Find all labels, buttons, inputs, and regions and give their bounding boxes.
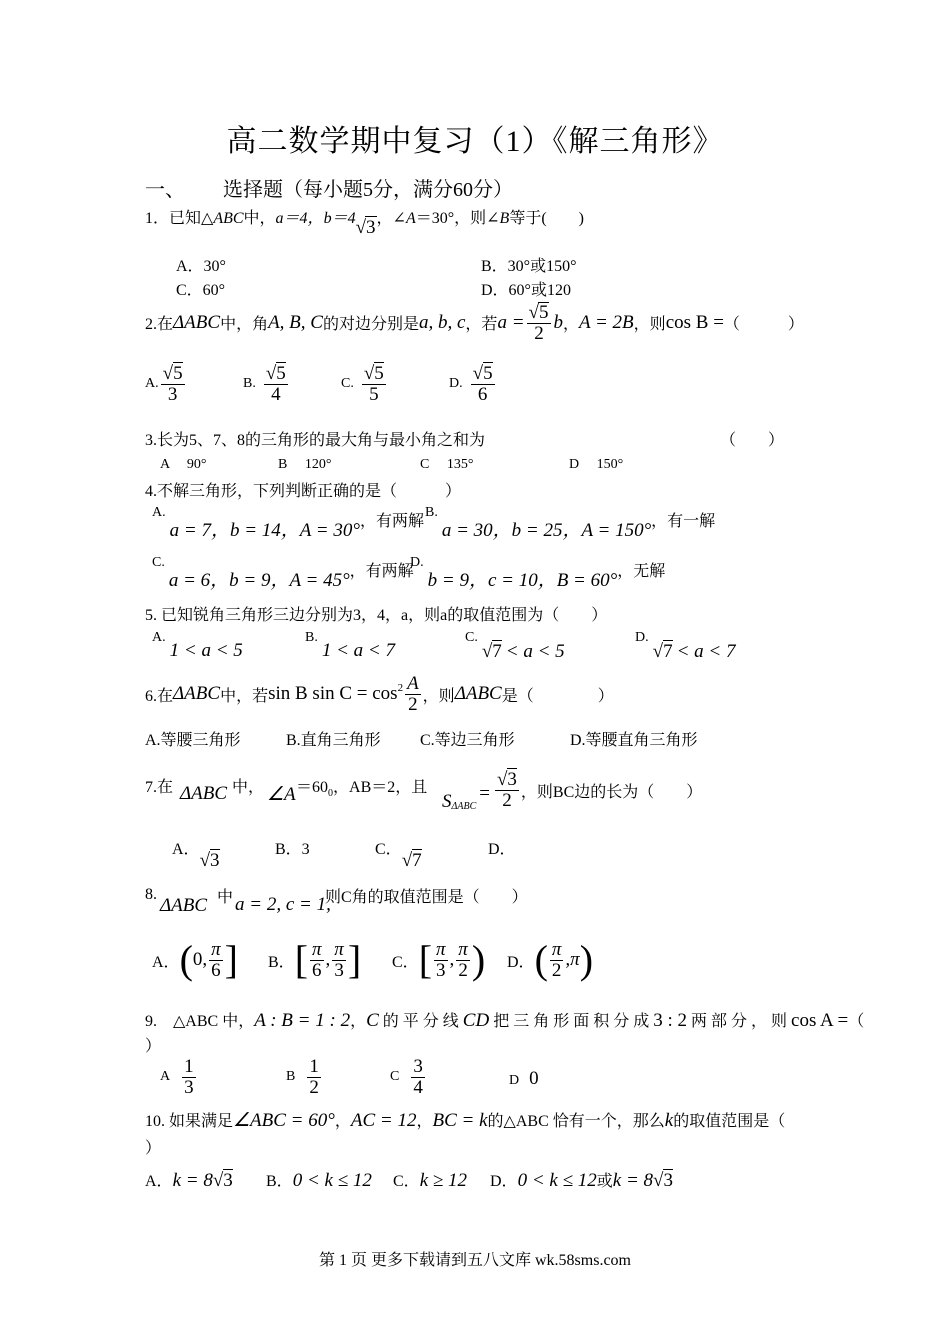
q10-option-c[interactable]: C．k ≥ 12 <box>393 1170 468 1191</box>
q8-option-d[interactable]: D． ( $\frac{\pi}{2}$ ,π ) <box>507 937 594 983</box>
q2-option-a[interactable]: A. $\frac{√5}{3}$ <box>145 363 183 405</box>
q7-option-d: D． <box>488 841 516 858</box>
q10-option-a[interactable]: A．k = 8√3 <box>145 1170 233 1191</box>
question-7-area: S $_{\Delta ABC}$ = $\frac{√3}{2}$ ，则BC边的长为（ ） <box>442 769 703 813</box>
q10-option-b[interactable]: B．0 < k ≤ 12 <box>266 1170 372 1191</box>
q6-option-b[interactable]: B.直角三角形 <box>286 732 381 749</box>
q9-option-d[interactable]: D 0 <box>509 1068 539 1089</box>
question-8-triangle: ΔABC <box>160 895 208 916</box>
q6-option-a[interactable]: A.等腰三角形 <box>145 732 241 749</box>
question-9-stem: 9. △ABC 中，A : B = 1 : 2，C 的 平 分 线 CD 把 三 角 形 面 积 分 成 3 : 2 两 部 分 ， 则 cos A =（ <box>145 1010 865 1031</box>
q9-option-c[interactable]: C $\frac{3}{4}$ <box>390 1056 423 1098</box>
question-7-angle-value: $=60_0$，AB＝2，且 <box>296 779 428 800</box>
question-7-angle: ∠A <box>267 784 296 805</box>
section-number: 一、 <box>145 179 185 201</box>
q6-option-c[interactable]: C.等边三角形 <box>420 732 515 749</box>
q8-option-b[interactable]: B． [ $\frac{\pi}{6}$ , $\frac{\pi}{3}$ ] <box>268 937 362 983</box>
question-10-stem: 10. 如果满足∠ABC = 60°，AC = 12，BC = k的△ABC 恰有一个，那么k的取值范围是（ <box>145 1110 786 1131</box>
q5-option-b[interactable]: B. 1 < a < 7 <box>305 630 395 661</box>
page-footer: 第 1 页 更多下载请到五八文库 wk.58sms.com <box>318 1252 631 1269</box>
question-3-paren: （ ） <box>720 432 785 449</box>
q7-option-c[interactable]: C．√7 <box>375 841 422 871</box>
q4-option-d[interactable]: D. b = 9，c = 10，B = 60°，无解 <box>410 555 666 591</box>
q5-option-d[interactable]: D. √7 < a < 7 <box>635 630 736 662</box>
q3-option-a[interactable]: A 90° <box>160 457 207 472</box>
page-title: 高二数学期中复习（1）《解三角形》 <box>226 125 724 158</box>
question-1-stem: 1．已知△ABC中，a＝4，b＝4√3，∠A＝30°，则∠B等于( ) <box>145 210 584 238</box>
q3-option-c[interactable]: C 135° <box>420 457 474 472</box>
question-7-lead: 7.在 <box>145 779 174 796</box>
q4-option-a[interactable]: A. a = 7，b = 14，A = 30°，有两解 <box>152 505 424 541</box>
question-2-stem: 2.在 ΔABC 中，角 A, B, C 的对边分别是 a, b, c ，若 a = $\frac{√5}{2}$ b ， A = 2B ，则 cos B = （ ） <box>145 302 804 344</box>
q5-option-a[interactable]: A. 1 < a < 5 <box>152 630 243 661</box>
question-6-stem: 6.在 ΔABC 中，若 sin B sin C = cos $^2$ $\frac{A}{2}$ ，则 ΔABC 是（ ） <box>145 673 614 715</box>
q9-option-a[interactable]: A $\frac{1}{3}$ <box>160 1056 194 1098</box>
q8-option-c[interactable]: C． [ $\frac{\pi}{3}$ , $\frac{\pi}{2}$ ) <box>392 937 486 983</box>
question-4-stem: 4.不解三角形，下列判断正确的是（ ） <box>145 483 462 500</box>
q10-option-d[interactable]: D．0 < k ≤ 12或k = 8√3 <box>490 1170 673 1191</box>
q4-option-c[interactable]: C. a = 6，b = 9，A = 45°，有两解 <box>152 555 414 591</box>
q2-option-b[interactable]: B. $\frac{√5}{4}$ <box>243 363 286 405</box>
q3-option-b[interactable]: B 120° <box>278 457 332 472</box>
question-7-mid: 中， <box>232 779 265 796</box>
q3-option-d[interactable]: D 150° <box>569 457 624 472</box>
question-8-lead: 8. <box>145 886 157 903</box>
q2-option-c[interactable]: C. $\frac{√5}{5}$ <box>341 363 384 405</box>
question-8-mid: 中 <box>217 889 234 906</box>
q9-option-b[interactable]: B $\frac{1}{2}$ <box>286 1056 319 1098</box>
q5-option-c[interactable]: C. √7 < a < 5 <box>465 630 565 662</box>
question-7-triangle: ΔABC <box>180 783 228 804</box>
q8-option-a[interactable]: A． ( 0, $\frac{\pi}{6}$ ] <box>152 937 238 983</box>
question-5-stem: 5. 已知锐角三角形三边分别为3，4，a，则a的取值范围为（ ） <box>145 607 608 624</box>
q1-option-d[interactable]: D．60°或120 <box>481 282 571 299</box>
q7-option-b[interactable]: B．3 <box>275 841 310 858</box>
q1-option-b[interactable]: B．30°或150° <box>481 258 577 275</box>
question-8-tail: 则C角的取值范围是（ ） <box>325 889 528 906</box>
question-8-expr: a = 2, c = 1, <box>235 894 331 915</box>
q6-option-d[interactable]: D.等腰直角三角形 <box>570 732 698 749</box>
q7-option-a[interactable]: A．√3 <box>172 841 220 871</box>
q2-option-d[interactable]: D. $\frac{√5}{6}$ <box>449 363 493 405</box>
q1-option-a[interactable]: A．30° <box>176 258 226 275</box>
section-text: 选择题（每小题5分，满分60分） <box>223 179 513 201</box>
question-10-close: ） <box>145 1140 162 1157</box>
question-9-close: ） <box>145 1038 162 1055</box>
q4-option-b[interactable]: B. a = 30，b = 25，A = 150°，有一解 <box>425 505 716 541</box>
question-3-stem: 3.长为5、7、8的三角形的最大角与最小角之和为 <box>145 432 486 449</box>
section-heading <box>145 173 513 202</box>
q1-option-c[interactable]: C．60° <box>176 282 226 299</box>
